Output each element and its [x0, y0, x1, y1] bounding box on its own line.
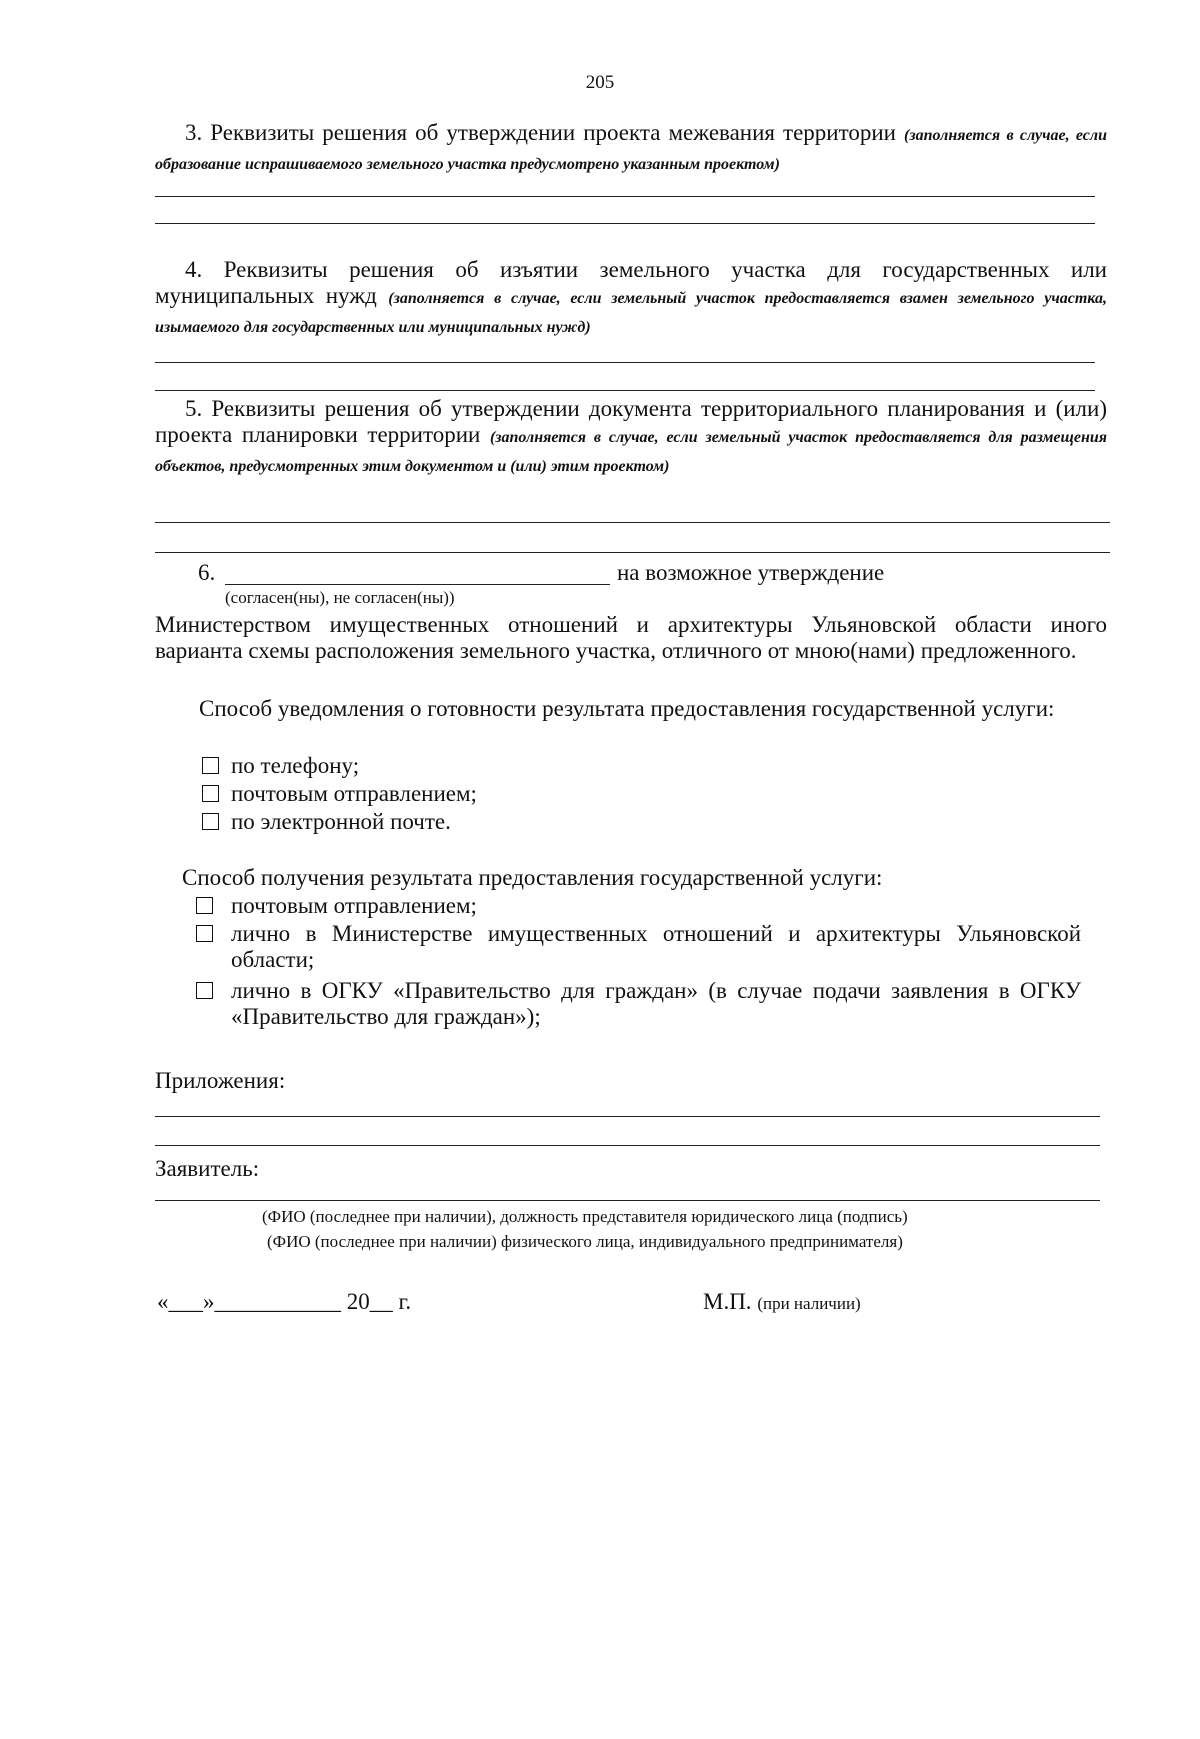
section-4-text: 4. Реквизиты решения об изъятии земельного участка для государственных или муниципальных нужд [155, 257, 1107, 308]
fill-line[interactable] [155, 390, 1095, 391]
notification-title: Способ уведомления о готовности результата предоставления государственной услуги: [199, 696, 1055, 721]
agreement-fill-line[interactable] [225, 584, 610, 585]
notification-option-phone[interactable]: по телефону; [202, 753, 359, 779]
receipt-option-mail[interactable]: почтовым отправлением; [196, 893, 1081, 919]
applicant-caption-legal: (ФИО (последнее при наличии), должность представителя юридического лица (подпись) [262, 1207, 908, 1226]
section-6-after-blank: на возможное утверждение [617, 560, 885, 585]
checkbox-icon[interactable] [202, 785, 219, 802]
fill-line[interactable] [155, 362, 1095, 363]
section-4-note: (заполняется в случае, если земельный участок предоставляется взамен земельного участка, изымаемого для государственных или муниципальных нужд) [155, 290, 1108, 336]
receipt-option-ogku[interactable]: лично в ОГКУ «Правительство для граждан» (в случае подачи заявления в ОГКУ «Правительство для граждан»); [196, 978, 1081, 1030]
stamp-area [703, 1289, 861, 1317]
fill-line[interactable] [155, 223, 1095, 224]
section-4 [155, 257, 1107, 341]
section-3 [155, 120, 1107, 178]
section-6-number: 6. [198, 560, 216, 585]
attachments-label: Приложения: [155, 1068, 286, 1093]
notification-option-email[interactable]: по электронной почте. [202, 809, 451, 835]
receipt-title: Способ получения результата предоставления государственной услуги: [182, 865, 883, 890]
section-5-note: (заполняется в случае, если земельный участок предоставляется для размещения объектов, предусмотренных этим документом и (или) этим проектом) [155, 429, 1107, 475]
date-line[interactable]: «___»___________ 20__ г. [157, 1289, 412, 1314]
checkbox-icon[interactable] [202, 813, 219, 830]
page-number: 205 [585, 72, 615, 93]
applicant-caption-individual: (ФИО (последнее при наличии) физического лица, индивидуального предпринимателя) [267, 1232, 903, 1251]
checkbox-icon[interactable] [196, 925, 213, 942]
section-6-hint: (согласен(ны), не согласен(ны)) [225, 588, 455, 607]
notification-option-mail[interactable]: почтовым отправлением; [202, 781, 477, 807]
section-3-text: 3. Реквизиты решения об утверждении проекта межевания территории [185, 120, 896, 145]
fill-line[interactable] [155, 522, 1110, 523]
applicant-label: Заявитель: [155, 1156, 260, 1181]
section-6-continuation: Министерством имущественных отношений и архитектуры Ульяновской области иного варианта схемы расположения земельного участка, отличного от мною(нами) предложенного. [155, 612, 1107, 663]
checkbox-icon[interactable] [196, 897, 213, 914]
checkbox-icon[interactable] [196, 982, 213, 999]
section-3-note: (заполняется в случае, если образование испрашиваемого земельного участка предусмотрено указанным проектом) [155, 127, 1108, 173]
fill-line[interactable] [155, 552, 1110, 553]
checkbox-icon[interactable] [202, 757, 219, 774]
section-5-text: 5. Реквизиты решения об утверждении документа территориального планирования и (или) проекта планировки территории [155, 396, 1107, 447]
applicant-fill-line[interactable] [155, 1200, 1100, 1201]
stamp-label: М.П. [703, 1289, 752, 1314]
fill-line[interactable] [155, 196, 1095, 197]
attachments-fill-line[interactable] [155, 1145, 1100, 1146]
receipt-option-ministry[interactable]: лично в Министерстве имущественных отношений и архитектуры Ульяновской области; [196, 921, 1081, 973]
attachments-fill-line[interactable] [155, 1116, 1100, 1117]
stamp-hint: (при наличии) [757, 1294, 861, 1313]
section-5 [155, 396, 1107, 480]
